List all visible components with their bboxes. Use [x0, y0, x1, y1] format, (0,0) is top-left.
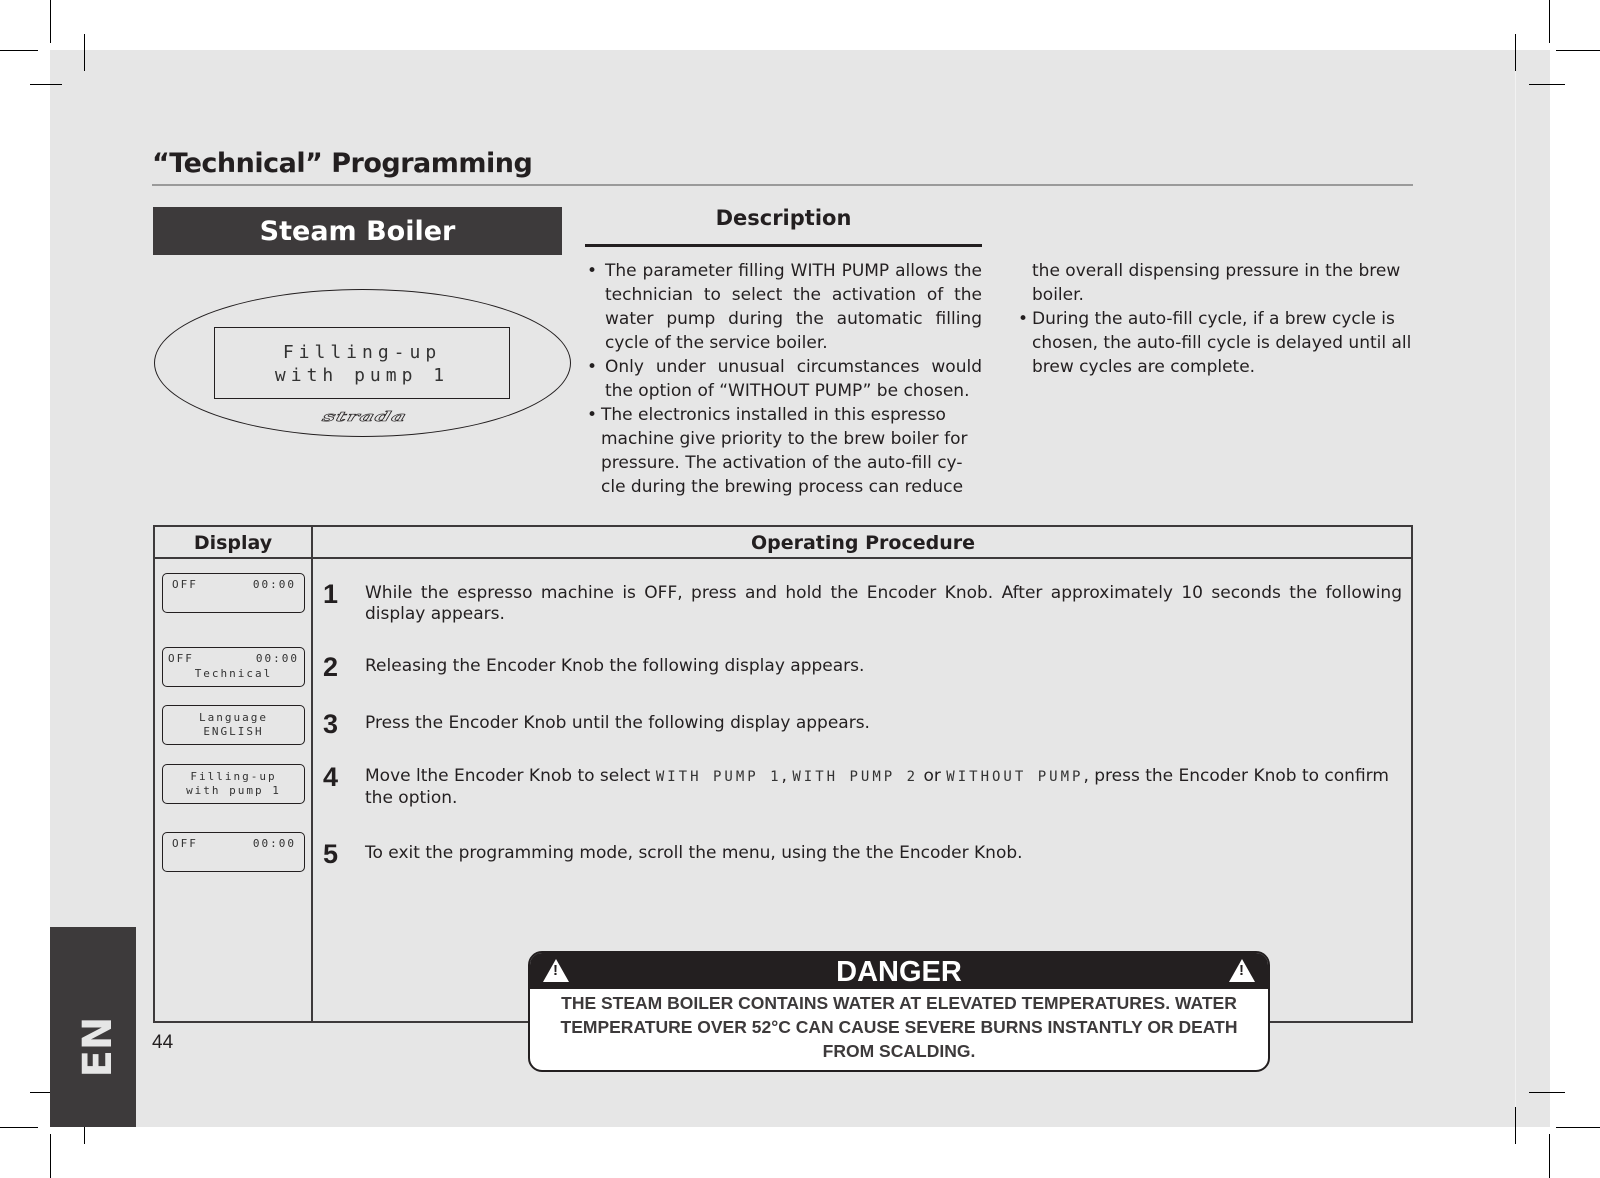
step-text	[365, 766, 1402, 809]
danger-message: THE STEAM BOILER CONTAINS WATER AT ELEVATED TEMPERATURES. WATER TEMPERATURE OVER 52°C CAN CAUSE SEVERE BURNS INSTANTLY OR DEATH FROM SCALDING.	[560, 993, 1238, 1061]
step-display	[162, 832, 305, 872]
option-with-pump-1: WITH PUMP 1	[655, 769, 782, 785]
crop-mark	[1529, 1092, 1565, 1093]
language-tab-label: EN	[75, 1016, 121, 1078]
crop-mark	[0, 50, 38, 51]
option-with-pump-2: WITH PUMP 2	[792, 769, 919, 785]
step-number: 4	[323, 762, 339, 792]
step-number: 5	[323, 839, 339, 869]
description-bullet: • Only under unusual circumstances would the option of “WITHOUT PUMP” be chosen.	[585, 355, 982, 403]
crop-mark	[1549, 0, 1550, 43]
danger-warning-box	[528, 951, 1270, 1072]
step-display	[162, 705, 305, 745]
display-time: 00:00	[252, 837, 296, 850]
title-divider	[152, 184, 1413, 186]
procedure-table	[153, 525, 1413, 1023]
lcd-line-1: Filling-up	[282, 342, 442, 363]
section-title: Steam Boiler	[153, 207, 562, 255]
language-tab	[50, 927, 136, 1127]
column-header-display: Display	[193, 532, 273, 554]
display-status: OFF	[168, 652, 194, 665]
step-text-part: ,	[781, 766, 793, 786]
crop-mark	[1556, 1127, 1600, 1128]
description-bullet: • The electronics installed in this espresso machine give priority to the brew boiler for pressure. The activation of the auto-fill cy-cle during the brewing process can reduce	[585, 403, 982, 499]
display-line-2: Technical	[194, 667, 273, 680]
page-title: “Technical” Programming	[152, 148, 533, 179]
description-bullet: • The parameter filling WITH PUMP allows the technician to select the activation of the water pump during the automatic filling cycle of the service boiler.	[585, 259, 982, 355]
display-line-1: Language	[199, 711, 268, 724]
step-text: While the espresso machine is OFF, press and hold the Encoder Knob. After approximately 10 seconds the following display appears.	[365, 583, 1402, 624]
crop-mark	[50, 1134, 51, 1178]
crop-mark	[1549, 1134, 1550, 1178]
description-heading: Description	[715, 206, 852, 230]
step-text: Releasing the Encoder Knob the following display appears.	[365, 656, 865, 676]
crop-mark	[84, 34, 85, 71]
step-display	[162, 573, 305, 613]
warning-triangle-icon	[543, 959, 569, 982]
step-display	[162, 764, 305, 804]
description-bullet: • During the auto-fill cycle, if a brew cycle is chosen, the auto-fill cycle is delayed until all brew cycles are complete.	[1016, 307, 1416, 379]
step-text-part: Move lthe Encoder Knob to select	[365, 766, 656, 786]
table-header-divider	[155, 557, 1411, 559]
step-number: 2	[323, 652, 339, 682]
step-text-part: or	[918, 766, 947, 786]
display-time: 00:00	[252, 578, 296, 591]
step-display	[162, 647, 305, 687]
step-text: Press the Encoder Knob until the following display appears.	[365, 713, 870, 733]
description-column-2	[1016, 259, 1416, 379]
lcd-display	[214, 327, 510, 399]
crop-mark	[0, 1127, 38, 1128]
display-line-2: with pump 1	[186, 784, 281, 797]
crop-mark	[30, 84, 62, 85]
crop-mark	[1515, 1107, 1516, 1144]
table-column-divider	[311, 527, 313, 1021]
column-header-procedure: Operating Procedure	[750, 532, 976, 554]
brand-logo: strada	[320, 408, 409, 425]
danger-label: DANGER	[836, 956, 962, 988]
warning-triangle-icon	[1229, 959, 1255, 982]
step-text: To exit the programming mode, scroll the menu, using the the Encoder Knob.	[365, 843, 1023, 863]
display-line-1: Filling-up	[190, 770, 277, 783]
danger-header	[530, 953, 1268, 989]
display-status: OFF	[172, 837, 198, 850]
display-status: OFF	[172, 578, 198, 591]
description-continuation: the overall dispensing pressure in the brew boiler.	[1032, 261, 1401, 305]
crop-mark	[1515, 34, 1516, 71]
display-line-2: ENGLISH	[203, 725, 264, 738]
crop-mark	[50, 0, 51, 43]
step-number: 1	[323, 579, 339, 609]
lcd-line-2: with pump 1	[274, 365, 450, 386]
page-number: 44	[152, 1032, 174, 1053]
crop-mark	[1556, 50, 1600, 51]
step-number: 3	[323, 709, 339, 739]
display-time: 00:00	[255, 652, 299, 665]
trim-line	[1515, 50, 1516, 1127]
description-divider	[585, 244, 982, 247]
crop-mark	[1529, 84, 1565, 85]
step-text-part: , press the Encoder Knob to confirm the option.	[365, 766, 1389, 808]
option-without-pump: WITHOUT PUMP	[946, 769, 1084, 785]
description-column-1	[585, 259, 982, 499]
